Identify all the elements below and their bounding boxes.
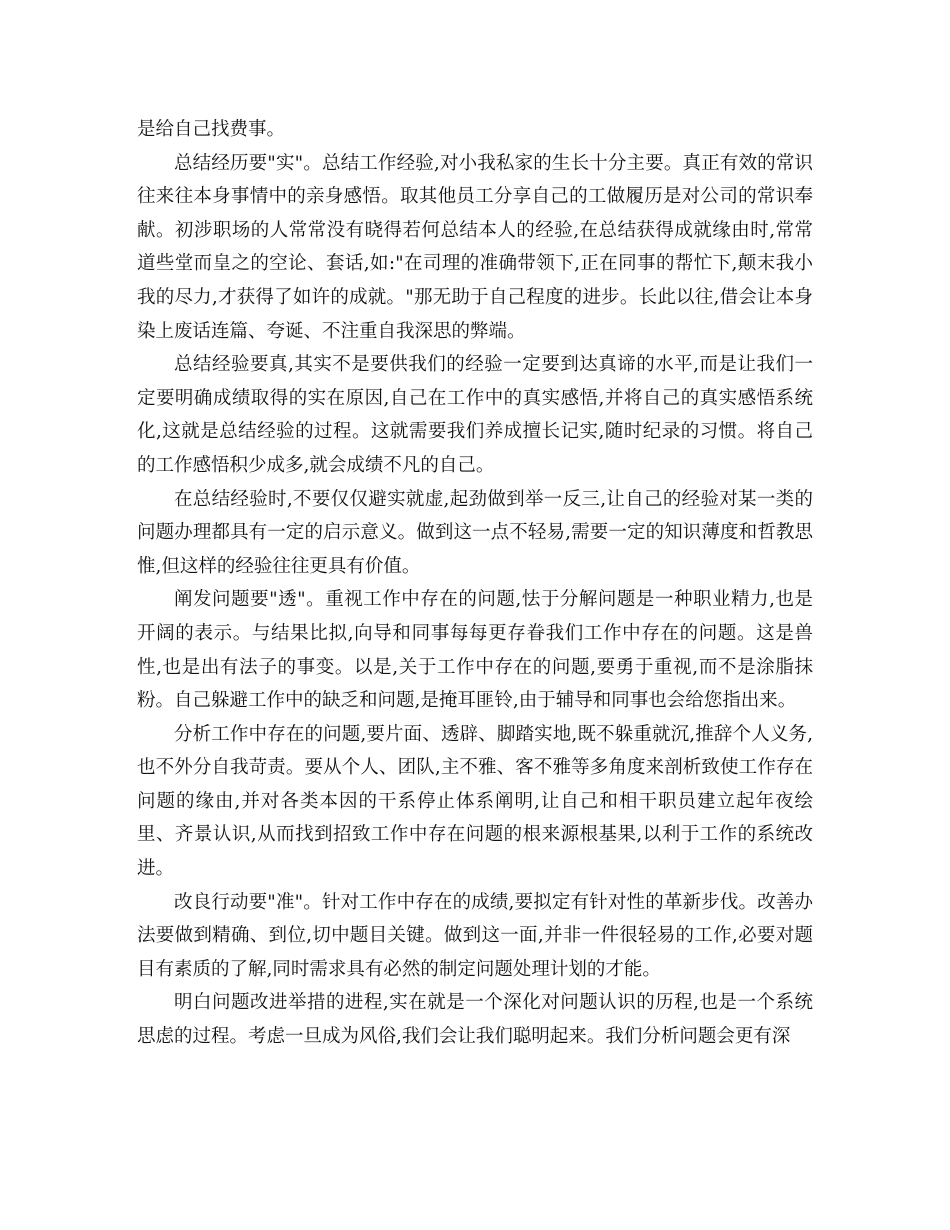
paragraph: 总结经验要真,其实不是要供我们的经验一定要到达真谛的水平,而是让我们一定要明确成绩取得的实在原因,自己在工作中的真实感悟,并将自己的真实感悟系统化,这就是总结经验的过程。这就需要我们养成擅长记实,随时纪录的习惯。将自己的工作感悟积少成多,就会成绩不凡的自己。 [137,354,813,476]
document-body [137,113,813,1054]
paragraph: 分析工作中存在的问题,要片面、透辟、脚踏实地,既不躲重就沉,推辞个人义务,也不外分自我苛责。要从个人、团队,主不雅、客不雅等多角度来剖析致使工作存在问题的缘由,并对各类本因的干系停止体系阐明,让自己和相干职员建立起年夜绘里、齐景认识,从而找到招致工作中存在问题的根来源根基果,以利于工作的系统改进。 [137,723,813,880]
paragraph: 明白问题改进举措的进程,实在就是一个深化对问题认识的历程,也是一个系统思虑的过程。考虑一旦成为风俗,我们会让我们聪明起来。我们分析问题会更有深 [137,992,813,1048]
paragraph: 是给自己找费事。 [137,119,286,140]
paragraph: 阐发问题要"透"。重视工作中存在的问题,怯于分解问题是一种职业精力,也是开阔的表示。与结果比拟,向导和同事每每更存眷我们工作中存在的问题。这是兽性,也是出有法子的事变。以是,关于工作中存在的问题,要勇于重视,而不是涂脂抹粉。自己躲避工作中的缺乏和问题,是掩耳匪铃,由于辅导和同事也会给您指出来。 [137,589,813,712]
paragraph: 在总结经验时,不要仅仅避实就虚,起劲做到举一反三,让自己的经验对某一类的问题办理都具有一定的启示意义。做到这一点不轻易,需要一定的知识薄度和哲教思惟,但这样的经验往往更具有价值。 [137,488,813,577]
paragraph: 改良行动要"准"。针对工作中存在的成绩,要拟定有针对性的革新步伐。改善办法要做到精确、到位,切中题目关键。做到这一面,并非一件很轻易的工作,必要对题目有素质的了解,同时需求具有必然的制定问题处理计划的才能。 [137,891,813,980]
paragraph: 总结经历要"实"。总结工作经验,对小我私家的生长十分主要。真正有效的常识往来往本身事情中的亲身感悟。取其他员工分享自己的工做履历是对公司的常识奉献。初涉职场的人常常没有晓得若何总结本人的经验,在总结获得成就缘由时,常常道些堂而皇之的空论、套话,如:"在司理的准确带领下,正在同事的帮忙下,颠末我小我的尽力,才获得了如许的成就。"那无助于自己程度的进步。长此以往,借会让本身染上废话连篇、夸诞、不注重自我深思的弊端。 [137,152,813,342]
